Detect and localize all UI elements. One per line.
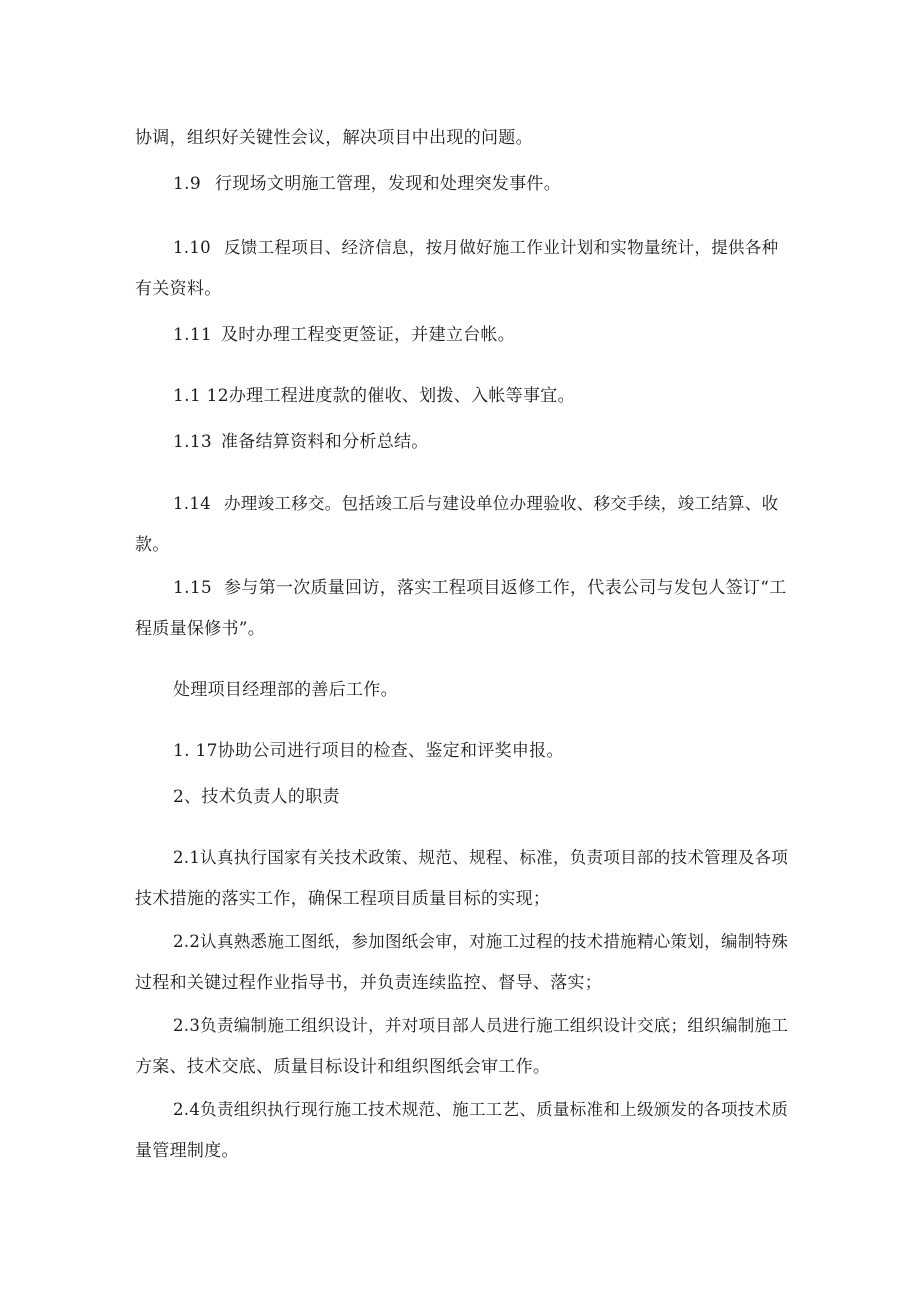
paragraph-line xyxy=(173,174,561,194)
paragraph-line: 技术措施的落实工作，确保工程项目质量目标的实现； xyxy=(135,889,551,909)
item-text: 行现场文明施工管理，发现和处理突发事件。 xyxy=(215,174,561,194)
paragraph-line: 有关资料。 xyxy=(135,279,222,299)
item-text: 反馈工程项目、经济信息，按月做好施工作业计划和实物量统计，提供各种 xyxy=(224,238,779,257)
item-text: 及时办理工程变更签证，并建立台帐。 xyxy=(221,325,516,345)
paragraph-line: 款。 xyxy=(135,535,170,555)
item-number: 1.10 xyxy=(173,238,211,257)
section-heading: 2、技术负责人的职责 xyxy=(173,787,340,807)
paragraph-line: 2.3负责编制施工组织设计，并对项目部人员进行施工组织设计交底；组织编制施工 xyxy=(173,1016,789,1035)
item-number: 1.13 xyxy=(173,432,213,452)
item-number: 1.15 xyxy=(173,578,213,598)
paragraph-line: 2.4负责组织执行现行施工技术规范、施工工艺、质量标准和上级颁发的各项技术质 xyxy=(173,1100,789,1119)
paragraph-line: 2.2认真熟悉施工图纸，参加图纸会审，对施工过程的技术措施精心策划，编制特殊 xyxy=(173,932,789,951)
paragraph-line: 量管理制度。 xyxy=(135,1141,239,1161)
item-number: 1.11 xyxy=(173,325,213,345)
paragraph-line: 程质量保修书”。 xyxy=(135,619,266,639)
paragraph-line xyxy=(173,238,778,258)
item-number: 1.14 xyxy=(173,494,211,513)
paragraph-line xyxy=(173,578,787,598)
paragraph-line: 2.1认真执行国家有关技术政策、规范、规程、标准，负责项目部的技术管理及各项 xyxy=(173,848,789,867)
item-number: 1.9 xyxy=(173,174,201,194)
item-text: 办理竣工移交。包括竣工后与建设单位办理验收、移交手续，竣工结算、收 xyxy=(224,494,779,513)
item-text: 准备结算资料和分析总结。 xyxy=(221,432,429,452)
item-text: 参与第一次质量回访，落实工程项目返修工作，代表公司与发包人签订“工 xyxy=(224,578,787,598)
paragraph-line: 协调，组织好关键性会议，解决项目中出现的问题。 xyxy=(135,128,533,148)
paragraph-line: 1. 17协助公司进行项目的检查、鉴定和评奖申报。 xyxy=(173,741,564,761)
paragraph-line xyxy=(173,494,778,514)
paragraph-line xyxy=(173,432,429,452)
paragraph-line: 过程和关键过程作业指导书，并负责连续监控、督导、落实； xyxy=(135,973,603,993)
paragraph-line xyxy=(173,325,515,345)
paragraph-line: 1.1 12办理工程进度款的催收、划拨、入帐等事宜。 xyxy=(173,386,575,406)
paragraph-line: 处理项目经理部的善后工作。 xyxy=(173,680,398,700)
paragraph-line: 方案、技术交底、质量目标设计和组织图纸会审工作。 xyxy=(135,1057,551,1077)
